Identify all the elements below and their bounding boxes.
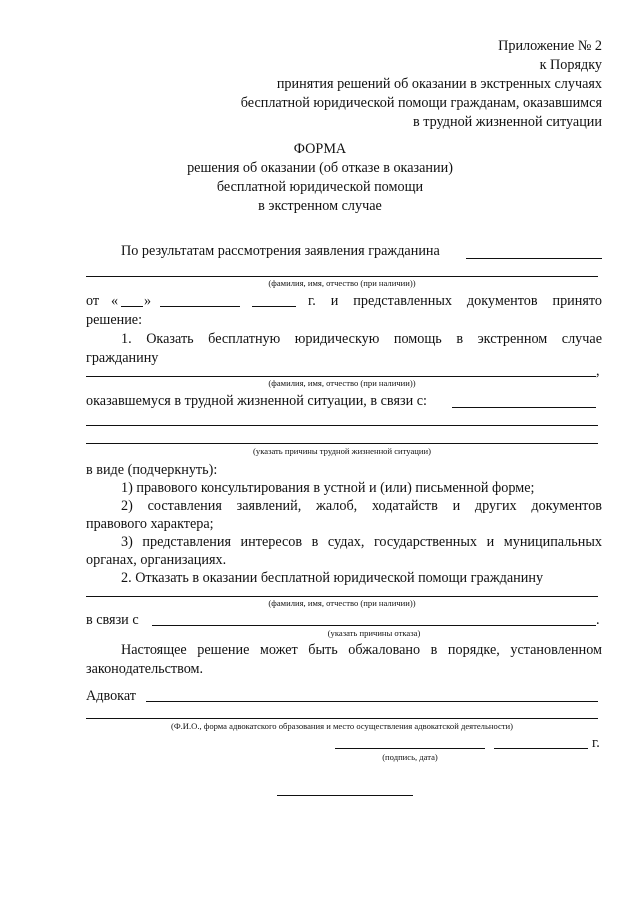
situation-reason-field-3[interactable]: [86, 443, 598, 444]
due-to-label: в связи с: [86, 612, 139, 628]
option-3-cont: органах, организациях.: [86, 552, 227, 568]
refusal-reason-field[interactable]: [152, 625, 596, 626]
appendix-number: Приложение № 2: [498, 38, 602, 54]
applicant-name-field-2[interactable]: [86, 276, 598, 277]
closing-divider: [277, 795, 413, 796]
appendix-ref: к Порядку: [539, 57, 602, 73]
situation-reason-field[interactable]: [452, 407, 596, 408]
period-mark: .: [596, 612, 600, 628]
lawyer-field[interactable]: [146, 701, 598, 702]
option-3[interactable]: 3) представления интересов в судах, государственных и муниципальных: [121, 534, 602, 550]
option-2-wrap: [121, 497, 602, 516]
comma-mark: ,: [596, 363, 600, 379]
refused-citizen-field[interactable]: [86, 596, 598, 597]
caption-refusal: (указать причины отказа): [327, 628, 421, 638]
appeal-text-cont: законодательством.: [86, 661, 204, 677]
option-1[interactable]: 1) правового консультирования в устной и (или) письменной форме;: [121, 480, 535, 496]
documents-accepted-text: г. и представленных документов принято: [308, 293, 602, 309]
option-3-wrap: [121, 533, 602, 552]
situation-reason-field-2[interactable]: [86, 425, 598, 426]
from-label: от: [86, 293, 100, 309]
option-2-cont: правового характера;: [86, 516, 214, 532]
situation-text: оказавшемуся в трудной жизненной ситуации, в связи с:: [86, 393, 427, 409]
option-2[interactable]: 2) составления заявлений, жалоб, ходатайств и других документов: [121, 498, 602, 514]
day-field[interactable]: [121, 306, 143, 307]
form-subtitle-line3: в экстренном случае: [258, 198, 382, 214]
citizen-label: гражданину: [86, 350, 159, 366]
item1-text: 1. Оказать бесплатную юридическую помощь в экстренном случае: [121, 331, 602, 347]
form-subtitle-line1: решения об оказании (об отказе в оказании): [187, 160, 453, 176]
citizen-name-field[interactable]: [86, 376, 596, 377]
appendix-title-line3: в трудной жизненной ситуации: [413, 114, 602, 130]
caption-fio-item2: (фамилия, имя, отчество (при наличии)): [268, 598, 416, 608]
caption-fio-item1: (фамилия, имя, отчество (при наличии)): [268, 378, 416, 388]
decision-label: решение:: [86, 312, 143, 328]
item2-text: 2. Отказать в оказании бесплатной юридической помощи гражданину: [121, 570, 544, 586]
caption-sign: (подпись, дата): [382, 752, 438, 762]
documents-accepted-wrap: [308, 292, 602, 311]
lawyer-label: Адвокат: [86, 688, 136, 704]
quote-close: »: [144, 293, 152, 309]
signature-field[interactable]: [335, 748, 485, 749]
intro-text: По результатам рассмотрения заявления гражданина: [121, 243, 440, 259]
caption-reason: (указать причины трудной жизненной ситуации): [253, 446, 431, 456]
quote-open: «: [111, 293, 119, 309]
form-title: ФОРМА: [293, 141, 347, 157]
appeal-text: Настоящее решение может быть обжаловано в порядке, установленном: [121, 642, 602, 658]
form-type-label: в виде (подчеркнуть):: [86, 462, 218, 478]
month-field[interactable]: [160, 306, 240, 307]
caption-lawyer: (Ф.И.О., форма адвокатского образования и место осуществления адвокатской деятельности): [170, 721, 514, 731]
applicant-name-field[interactable]: [466, 258, 602, 259]
year-mark: г.: [592, 735, 600, 751]
sign-date-field[interactable]: [494, 748, 588, 749]
item1-wrap: [121, 330, 602, 349]
form-subtitle-line2: бесплатной юридической помощи: [216, 179, 424, 195]
year-field[interactable]: [252, 306, 296, 307]
appendix-title-line1: принятия решений об оказании в экстренных случаях: [276, 76, 602, 92]
caption-fio: (фамилия, имя, отчество (при наличии)): [268, 278, 416, 288]
lawyer-field-2[interactable]: [86, 718, 598, 719]
appeal-wrap: [121, 641, 602, 660]
appendix-title-line2: бесплатной юридической помощи гражданам, оказавшимся: [240, 95, 602, 111]
